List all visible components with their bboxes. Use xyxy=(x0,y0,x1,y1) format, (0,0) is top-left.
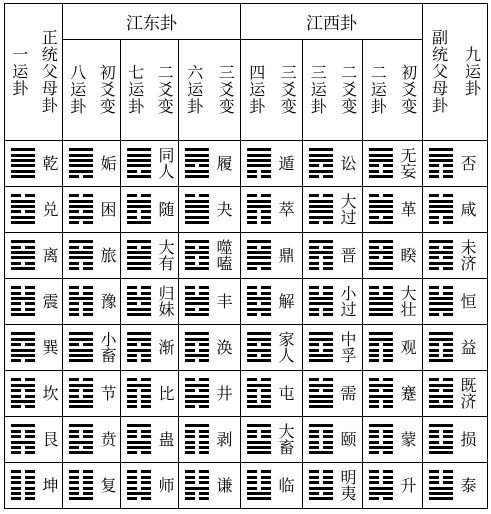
hexagram-cell xyxy=(303,140,363,186)
hexagram-name: 升 xyxy=(398,477,418,494)
hexagram-name: 坎 xyxy=(40,385,59,402)
hexagram-cell xyxy=(5,140,63,186)
hexagram-name: 中孚 xyxy=(338,331,358,364)
hexagram-cell xyxy=(5,324,63,370)
col-head-label: 七运卦 xyxy=(125,64,145,116)
hexagram-icon xyxy=(369,240,393,270)
hexagram-cell xyxy=(241,416,303,462)
hexagram-cell xyxy=(121,370,179,416)
hexagram-cell xyxy=(179,370,241,416)
hexagram-name: 谦 xyxy=(214,477,233,494)
hexagram-name: 晋 xyxy=(338,247,358,264)
hexagram-icon xyxy=(69,424,93,454)
hexagram-cell xyxy=(63,140,121,186)
hexagram-cell xyxy=(121,462,179,508)
hexagram-icon xyxy=(247,286,271,316)
hexagram-name: 讼 xyxy=(338,155,358,172)
hexagram-cell xyxy=(179,278,241,324)
hexagram-cell xyxy=(121,278,179,324)
hexagram-name: 睽 xyxy=(398,247,418,264)
hexagram-cell xyxy=(63,278,121,324)
hexagram-cell xyxy=(241,232,303,278)
hexagram-name: 咸 xyxy=(458,201,478,218)
hexagram-name: 坤 xyxy=(40,477,59,494)
hexagram-icon xyxy=(369,286,393,316)
hexagram-name: 颐 xyxy=(338,431,358,448)
header-right-label: 副统父母卦 xyxy=(429,29,449,115)
hexagram-name: 明夷 xyxy=(338,469,358,502)
hexagram-icon xyxy=(309,424,333,454)
header-left-label: 正统父母卦 xyxy=(39,29,59,115)
col-head-east-2 xyxy=(121,40,179,140)
hexagram-icon xyxy=(247,194,271,224)
hexagram-name: 乾 xyxy=(40,155,59,172)
hexagram-cell xyxy=(5,278,63,324)
col-head-label: 初爻变 xyxy=(97,64,117,116)
hexagram-cell xyxy=(241,186,303,232)
hexagram-icon xyxy=(11,424,35,454)
hexagram-cell xyxy=(423,140,488,186)
hexagram-cell xyxy=(179,232,241,278)
hexagram-name: 蹇 xyxy=(398,385,418,402)
hexagram-icon xyxy=(127,240,151,270)
hexagram-icon xyxy=(247,378,271,408)
hexagram-cell xyxy=(241,140,303,186)
hexagram-cell xyxy=(5,462,63,508)
hexagram-icon xyxy=(429,378,453,408)
hexagram-cell xyxy=(179,416,241,462)
hexagram-cell xyxy=(423,278,488,324)
group-west: 江西卦 xyxy=(241,4,423,40)
hexagram-name: 解 xyxy=(276,293,296,310)
hexagram-name: 归妹 xyxy=(156,285,175,318)
table-row xyxy=(5,462,488,508)
hexagram-icon xyxy=(247,332,271,362)
hexagram-icon xyxy=(11,286,35,316)
hexagram-name: 比 xyxy=(156,385,175,402)
hexagram-name: 复 xyxy=(98,477,117,494)
hexagram-icon xyxy=(127,470,151,500)
hexagram-icon xyxy=(309,286,333,316)
hexagram-icon xyxy=(247,424,271,454)
hexagram-cell xyxy=(63,462,121,508)
hexagram-icon xyxy=(309,240,333,270)
table-row xyxy=(5,186,488,232)
hexagram-name: 艮 xyxy=(40,431,59,448)
hexagram-cell xyxy=(363,416,423,462)
hexagram-name: 需 xyxy=(338,385,358,402)
hexagram-cell xyxy=(5,370,63,416)
hexagram-icon xyxy=(127,424,151,454)
hexagram-icon xyxy=(247,148,271,178)
hexagram-icon xyxy=(11,332,35,362)
hexagram-name: 贲 xyxy=(98,431,117,448)
header-right xyxy=(423,4,488,141)
hexagram-table xyxy=(4,3,488,509)
hexagram-name: 蒙 xyxy=(398,431,418,448)
hexagram-name: 无妄 xyxy=(398,147,418,180)
hexagram-name: 否 xyxy=(458,155,478,172)
col-head-west-3 xyxy=(363,40,423,140)
table-row xyxy=(5,278,488,324)
table-row xyxy=(5,232,488,278)
col-head-label: 三爻变 xyxy=(216,64,236,116)
hexagram-name: 未济 xyxy=(458,239,478,272)
col-head-label: 二运卦 xyxy=(368,64,388,116)
hexagram-icon xyxy=(429,470,453,500)
hexagram-name: 鼎 xyxy=(276,247,296,264)
hexagram-name: 蛊 xyxy=(156,431,175,448)
col-head-label: 六运卦 xyxy=(184,64,204,116)
hexagram-icon xyxy=(247,240,271,270)
hexagram-icon xyxy=(309,470,333,500)
hexagram-cell xyxy=(363,324,423,370)
hexagram-icon xyxy=(369,194,393,224)
hexagram-cell xyxy=(363,462,423,508)
hexagram-icon xyxy=(69,286,93,316)
hexagram-cell xyxy=(179,186,241,232)
hexagram-name: 夬 xyxy=(214,201,233,218)
hexagram-cell xyxy=(121,140,179,186)
hexagram-cell xyxy=(5,186,63,232)
hexagram-icon xyxy=(369,470,393,500)
hexagram-name: 同人 xyxy=(156,147,175,180)
hexagram-name: 大畜 xyxy=(276,423,296,456)
hexagram-icon xyxy=(127,148,151,178)
hexagram-icon xyxy=(11,378,35,408)
hexagram-icon xyxy=(429,332,453,362)
hexagram-icon xyxy=(185,148,209,178)
hexagram-cell xyxy=(423,370,488,416)
table-row xyxy=(5,370,488,416)
table-row xyxy=(5,140,488,186)
col-head-label: 二爻变 xyxy=(338,64,358,116)
hexagram-icon xyxy=(309,148,333,178)
hexagram-icon xyxy=(309,332,333,362)
hexagram-cell xyxy=(63,324,121,370)
hexagram-name: 履 xyxy=(214,155,233,172)
hexagram-cell xyxy=(423,232,488,278)
hexagram-name: 小过 xyxy=(338,285,358,318)
hexagram-cell xyxy=(363,140,423,186)
hexagram-cell xyxy=(5,416,63,462)
hexagram-name: 萃 xyxy=(276,201,296,218)
header-left xyxy=(5,4,63,141)
hexagram-icon xyxy=(247,470,271,500)
hexagram-name: 剥 xyxy=(214,431,233,448)
hexagram-name: 大壮 xyxy=(398,285,418,318)
hexagram-icon xyxy=(185,286,209,316)
hexagram-name: 家人 xyxy=(276,331,296,364)
hexagram-icon xyxy=(369,148,393,178)
table-body xyxy=(5,140,488,508)
table-row xyxy=(5,324,488,370)
hexagram-name: 屯 xyxy=(276,385,296,402)
hexagram-name: 兑 xyxy=(40,201,59,218)
hexagram-cell xyxy=(363,186,423,232)
col-head-label: 初爻变 xyxy=(398,64,418,116)
hexagram-name: 小畜 xyxy=(98,331,117,364)
hexagram-icon xyxy=(369,332,393,362)
hexagram-icon xyxy=(429,240,453,270)
hexagram-name: 旅 xyxy=(98,247,117,264)
hexagram-name: 益 xyxy=(458,339,478,356)
hexagram-name: 临 xyxy=(276,477,296,494)
hexagram-icon xyxy=(369,424,393,454)
hexagram-icon xyxy=(185,424,209,454)
hexagram-name: 井 xyxy=(214,385,233,402)
hexagram-icon xyxy=(429,424,453,454)
hexagram-cell xyxy=(121,186,179,232)
hexagram-name: 大有 xyxy=(156,239,175,272)
hexagram-cell xyxy=(423,462,488,508)
hexagram-icon xyxy=(185,240,209,270)
hexagram-cell xyxy=(363,278,423,324)
hexagram-cell xyxy=(121,324,179,370)
hexagram-name: 巽 xyxy=(40,339,59,356)
col-head-label: 二爻变 xyxy=(155,64,175,116)
col-head-label: 四运卦 xyxy=(246,64,266,116)
hexagram-cell xyxy=(121,416,179,462)
hexagram-name: 渐 xyxy=(156,339,175,356)
hexagram-name: 师 xyxy=(156,477,175,494)
hexagram-name: 困 xyxy=(98,201,117,218)
hexagram-cell xyxy=(241,324,303,370)
hexagram-icon xyxy=(429,194,453,224)
col-head-label: 八运卦 xyxy=(67,64,87,116)
hexagram-name: 震 xyxy=(40,293,59,310)
hexagram-icon xyxy=(127,332,151,362)
hexagram-icon xyxy=(69,240,93,270)
hexagram-cell xyxy=(179,324,241,370)
hexagram-cell xyxy=(121,232,179,278)
hexagram-icon xyxy=(309,194,333,224)
group-east: 江东卦 xyxy=(63,4,241,40)
hexagram-icon xyxy=(185,194,209,224)
hexagram-name: 丰 xyxy=(214,293,233,310)
hexagram-icon xyxy=(69,148,93,178)
hexagram-name: 恒 xyxy=(458,293,478,310)
hexagram-icon xyxy=(309,378,333,408)
hexagram-icon xyxy=(69,332,93,362)
hexagram-cell xyxy=(423,416,488,462)
hexagram-cell xyxy=(63,186,121,232)
header-first-label: 一运卦 xyxy=(9,46,29,98)
hexagram-cell xyxy=(303,370,363,416)
hexagram-icon xyxy=(11,470,35,500)
hexagram-cell xyxy=(303,186,363,232)
hexagram-cell xyxy=(241,462,303,508)
table-row xyxy=(5,416,488,462)
hexagram-icon xyxy=(127,286,151,316)
hexagram-icon xyxy=(127,194,151,224)
col-head-east-3 xyxy=(179,40,241,140)
col-head-label: 三运卦 xyxy=(308,64,328,116)
hexagram-cell xyxy=(303,416,363,462)
hexagram-name: 涣 xyxy=(214,339,233,356)
col-head-east-1 xyxy=(63,40,121,140)
hexagram-name: 观 xyxy=(398,339,418,356)
col-head-west-1 xyxy=(241,40,303,140)
hexagram-cell xyxy=(303,232,363,278)
hexagram-cell xyxy=(179,462,241,508)
hexagram-name: 既济 xyxy=(458,377,478,410)
hexagram-name: 豫 xyxy=(98,293,117,310)
hexagram-name: 姤 xyxy=(98,155,117,172)
hexagram-cell xyxy=(5,232,63,278)
hexagram-icon xyxy=(11,148,35,178)
hexagram-cell xyxy=(63,370,121,416)
hexagram-name: 泰 xyxy=(458,477,478,494)
hexagram-cell xyxy=(241,370,303,416)
hexagram-cell xyxy=(303,324,363,370)
hexagram-name: 噬嗑 xyxy=(214,239,233,272)
hexagram-icon xyxy=(369,378,393,408)
hexagram-icon xyxy=(11,240,35,270)
hexagram-name: 遁 xyxy=(276,155,296,172)
hexagram-cell xyxy=(303,278,363,324)
hexagram-name: 损 xyxy=(458,431,478,448)
hexagram-name: 离 xyxy=(40,247,59,264)
col-head-label: 三爻变 xyxy=(278,64,298,116)
hexagram-cell xyxy=(363,232,423,278)
hexagram-cell xyxy=(63,416,121,462)
hexagram-icon xyxy=(69,194,93,224)
hexagram-icon xyxy=(185,470,209,500)
hexagram-icon xyxy=(69,378,93,408)
hexagram-cell xyxy=(179,140,241,186)
hexagram-cell xyxy=(363,370,423,416)
hexagram-name: 随 xyxy=(156,201,175,218)
hexagram-icon xyxy=(429,286,453,316)
hexagram-cell xyxy=(303,462,363,508)
hexagram-icon xyxy=(429,148,453,178)
hexagram-icon xyxy=(69,470,93,500)
hexagram-icon xyxy=(11,194,35,224)
hexagram-cell xyxy=(241,278,303,324)
col-head-west-2 xyxy=(303,40,363,140)
hexagram-cell xyxy=(423,186,488,232)
header-last-label: 九运卦 xyxy=(462,46,482,98)
hexagram-name: 革 xyxy=(398,201,418,218)
hexagram-cell xyxy=(423,324,488,370)
hexagram-icon xyxy=(185,378,209,408)
hexagram-name: 大过 xyxy=(338,193,358,226)
hexagram-icon xyxy=(127,378,151,408)
hexagram-name: 节 xyxy=(98,385,117,402)
hexagram-icon xyxy=(185,332,209,362)
hexagram-cell xyxy=(63,232,121,278)
